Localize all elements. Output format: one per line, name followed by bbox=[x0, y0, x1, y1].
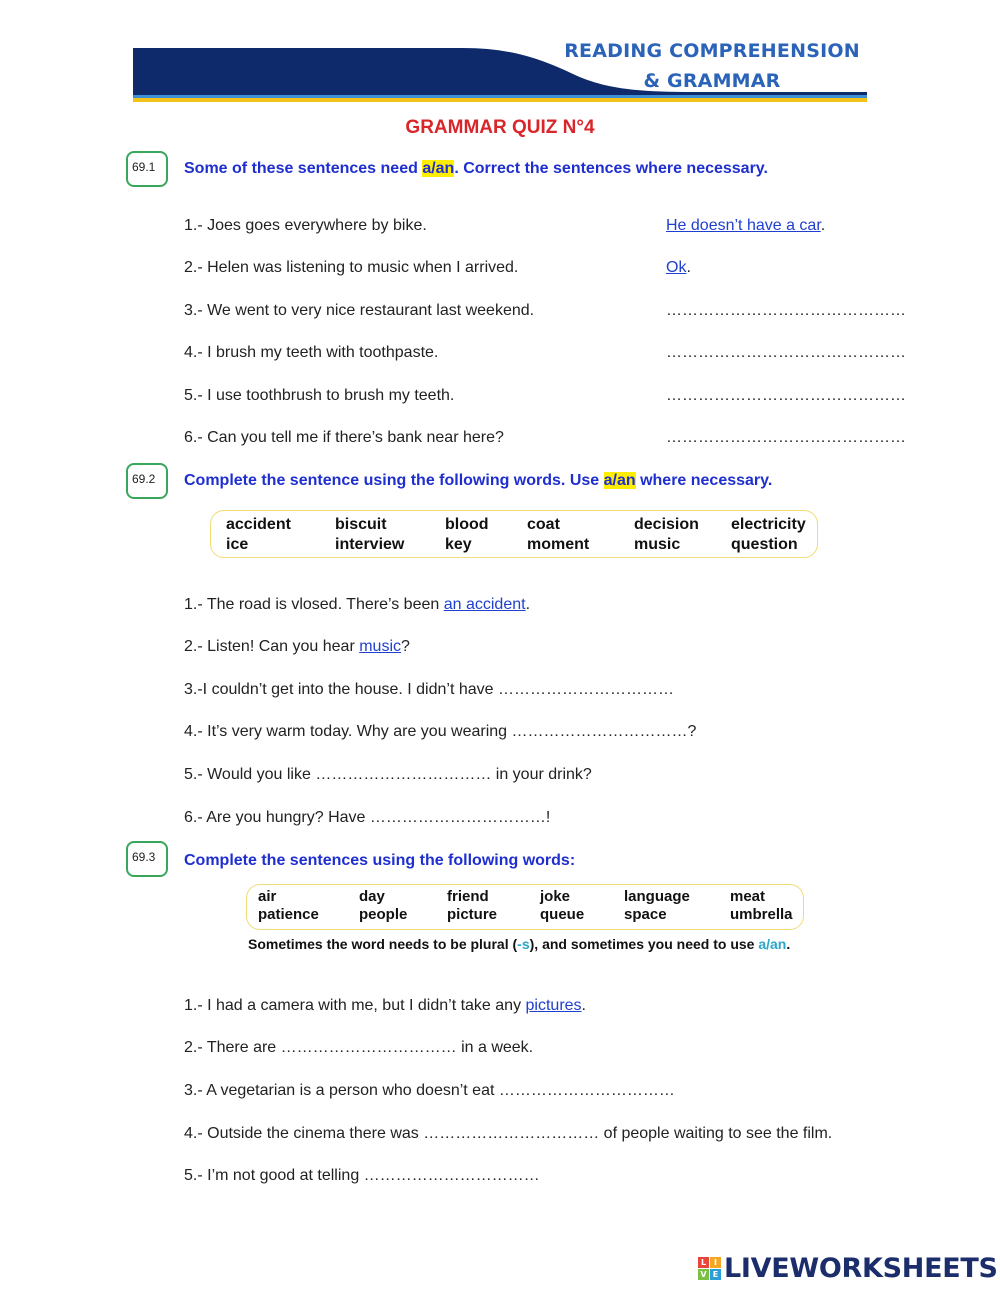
word-option: accident bbox=[226, 516, 291, 533]
instr-text: where necessary. bbox=[635, 472, 773, 489]
s3-item-2[interactable]: 2.- There are …………………………… in a week. bbox=[184, 1039, 534, 1056]
answer-link[interactable]: pictures bbox=[525, 997, 582, 1014]
note-suffix: -s bbox=[517, 936, 530, 952]
word-option: electricity bbox=[731, 516, 806, 533]
word-option: picture bbox=[447, 906, 498, 923]
s1-answer-2[interactable] bbox=[666, 259, 691, 277]
s1-blank-6[interactable]: ……………………………………… bbox=[666, 429, 906, 446]
s2-item-6[interactable]: 6.- Are you hungry? Have ……………………………! bbox=[184, 809, 551, 826]
instr-highlight: a/an bbox=[422, 160, 455, 177]
word-option: friend bbox=[447, 888, 489, 905]
logo-letter: V bbox=[698, 1269, 709, 1280]
header-line1: READING COMPREHENSION bbox=[564, 40, 860, 62]
section3-instruction: Complete the sentences using the following words: bbox=[184, 852, 576, 869]
word-option: people bbox=[359, 906, 408, 923]
note-text: Sometimes the word needs to be plural ( bbox=[248, 936, 518, 952]
item-text: 1.- The road is vlosed. There’s been bbox=[184, 596, 444, 613]
word-option: interview bbox=[335, 536, 405, 553]
s3-item-1 bbox=[184, 997, 586, 1015]
s3-item-4[interactable]: 4.- Outside the cinema there was …………………………… of people waiting to see the film. bbox=[184, 1125, 833, 1142]
word-option: ice bbox=[226, 536, 249, 553]
word-option: blood bbox=[445, 516, 489, 533]
item-text: 1.- I had a camera with me, but I didn’t take any bbox=[184, 997, 526, 1014]
s1-item-6: 6.- Can you tell me if there’s bank near here? bbox=[184, 429, 504, 446]
quiz-title: GRAMMAR QUIZ N°4 bbox=[405, 117, 595, 138]
instr-highlight: a/an bbox=[603, 472, 636, 489]
footer-brand: LIVEWORKSHEETS bbox=[724, 1253, 998, 1284]
s1-blank-3[interactable]: ……………………………………… bbox=[666, 302, 906, 319]
answer-suffix: . bbox=[820, 217, 826, 234]
s2-item-3[interactable]: 3.-I couldn’t get into the house. I didn’t have …………………………… bbox=[184, 681, 674, 698]
word-option: meat bbox=[730, 888, 766, 905]
word-option: language bbox=[624, 888, 690, 905]
section1-tag: 69.1 bbox=[126, 151, 168, 187]
section2-instruction bbox=[184, 472, 772, 490]
logo-letter: E bbox=[710, 1269, 721, 1280]
word-option: decision bbox=[634, 516, 699, 533]
s1-item-1: 1.- Joes goes everywhere by bike. bbox=[184, 217, 427, 234]
instr-text: Complete the sentence using the following words. Use bbox=[184, 472, 604, 489]
logo-letter: L bbox=[698, 1257, 709, 1268]
word-option: question bbox=[731, 536, 798, 553]
word-option: joke bbox=[540, 888, 571, 905]
word-option: key bbox=[445, 536, 472, 553]
s1-answer-1[interactable] bbox=[666, 217, 825, 235]
s3-item-5[interactable]: 5.- I’m not good at telling …………………………… bbox=[184, 1167, 540, 1184]
s2-item-5[interactable]: 5.- Would you like …………………………… in your drink? bbox=[184, 766, 592, 783]
item-text: ? bbox=[401, 638, 410, 655]
s1-blank-5[interactable]: ……………………………………… bbox=[666, 387, 906, 404]
word-option: queue bbox=[540, 906, 585, 923]
s3-item-3[interactable]: 3.- A vegetarian is a person who doesn’t eat …………………………… bbox=[184, 1082, 675, 1099]
logo-letter: I bbox=[710, 1257, 721, 1268]
section3-tag: 69.3 bbox=[126, 841, 168, 877]
note-text: . bbox=[786, 936, 791, 952]
note-text: ), and sometimes you need to use bbox=[529, 936, 759, 952]
word-option: space bbox=[624, 906, 667, 923]
answer-link[interactable]: music bbox=[359, 638, 401, 655]
word-option: patience bbox=[258, 906, 319, 923]
word-option: biscuit bbox=[335, 516, 387, 533]
word-option: air bbox=[258, 888, 277, 905]
header-line2: & GRAMMAR bbox=[643, 70, 781, 92]
header-title bbox=[557, 36, 867, 96]
answer-link[interactable]: Ok bbox=[666, 259, 687, 276]
word-option: moment bbox=[527, 536, 590, 553]
item-text: . bbox=[581, 997, 586, 1014]
liveworksheets-logo[interactable] bbox=[698, 1253, 998, 1284]
answer-link[interactable]: He doesn’t have a car bbox=[666, 217, 821, 234]
item-text: 2.- Listen! Can you hear bbox=[184, 638, 360, 655]
note-article: a/an bbox=[758, 936, 787, 952]
section1-instruction bbox=[184, 160, 768, 178]
s1-item-2: 2.- Helen was listening to music when I arrived. bbox=[184, 259, 519, 276]
plural-note bbox=[248, 936, 790, 952]
s2-item-2 bbox=[184, 638, 410, 656]
word-option: umbrella bbox=[730, 906, 793, 923]
section2-tag: 69.2 bbox=[126, 463, 168, 499]
s1-blank-4[interactable]: ……………………………………… bbox=[666, 344, 906, 361]
instr-text: . Correct the sentences where necessary. bbox=[454, 160, 768, 177]
word-option: coat bbox=[527, 516, 560, 533]
logo-blocks-icon bbox=[698, 1257, 721, 1280]
word-option: music bbox=[634, 536, 681, 553]
instr-text: Some of these sentences need bbox=[184, 160, 423, 177]
answer-link[interactable]: an accident bbox=[443, 596, 526, 613]
s1-item-4: 4.- I brush my teeth with toothpaste. bbox=[184, 344, 439, 361]
s2-item-1 bbox=[184, 596, 530, 614]
s2-item-4[interactable]: 4.- It’s very warm today. Why are you wearing ……………………………? bbox=[184, 723, 697, 740]
word-option: day bbox=[359, 888, 385, 905]
item-text: . bbox=[525, 596, 531, 613]
word-box-2 bbox=[246, 884, 804, 930]
s1-item-5: 5.- I use toothbrush to brush my teeth. bbox=[184, 387, 455, 404]
s1-item-3: 3.- We went to very nice restaurant last weekend. bbox=[184, 302, 535, 319]
answer-suffix: . bbox=[686, 259, 691, 276]
word-box-1 bbox=[210, 510, 818, 558]
